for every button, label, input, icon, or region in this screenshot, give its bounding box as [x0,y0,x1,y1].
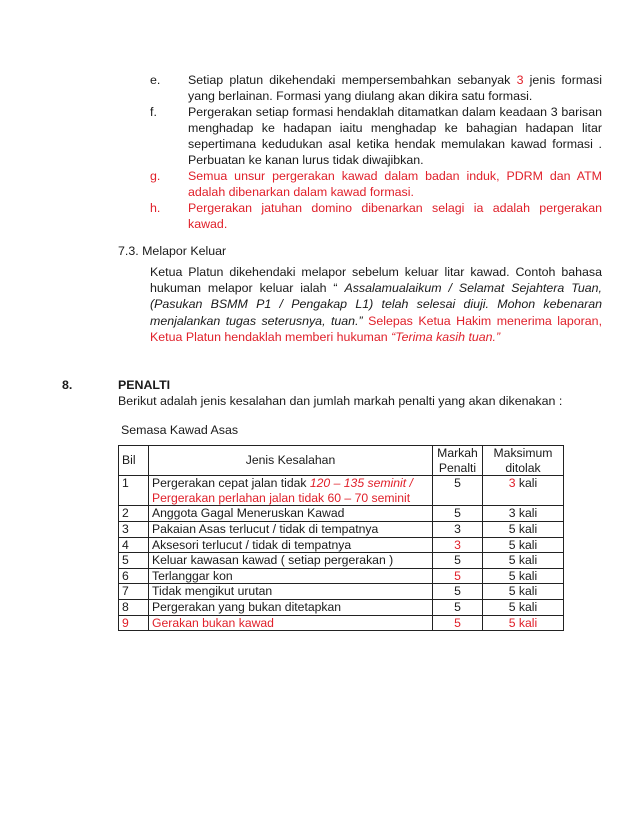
cell-bil: 8 [119,599,149,615]
table-row [119,615,564,631]
table-row [119,584,564,600]
cell-jenis: Pakaian Asas terlucut / tidak di tempatnya [149,521,433,537]
list-marker: g. [150,169,161,183]
section-8-intro: Berikut adalah jenis kesalahan dan jumlah markah penalti yang akan dikenakan : [118,394,563,408]
formation-rules-list [150,72,602,232]
list-item [150,200,602,232]
section-7-3-heading: 7.3. Melapor Keluar [118,244,227,258]
cell-markah: 5 [433,476,483,506]
cell-jenis: Tidak mengikut urutan [149,584,433,600]
table-row [119,599,564,615]
cell-bil: 2 [119,506,149,522]
cell-maksimum: 3 kali [483,476,564,506]
cell-bil: 1 [119,476,149,506]
list-item [150,168,602,200]
table-row [119,521,564,537]
list-text: Pergerakan jatuhan domino dibenarkan selagi ia adalah pergerakan kawad. [188,201,602,231]
list-text: Semua unsur pergerakan kawad dalam badan induk, PDRM dan ATM adalah dibenarkan dalam kawad formasi. [188,169,602,199]
list-marker: f. [150,105,157,119]
cell-maksimum: 5 kali [483,599,564,615]
cell-bil: 9 [119,615,149,631]
cell-maksimum: 5 kali [483,584,564,600]
section-8-title: PENALTI [118,378,171,392]
table-header-row [119,446,564,476]
cell-bil: 4 [119,537,149,553]
cell-maksimum: 3 kali [483,506,564,522]
cell-jenis: Terlanggar kon [149,568,433,584]
cell-maksimum: 5 kali [483,568,564,584]
penalty-table [118,445,564,631]
cell-markah: 5 [433,584,483,600]
table-row [119,553,564,569]
section-7-3-paragraph: Ketua Platun dikehendaki melapor sebelum keluar litar kawad. Contoh bahasa hukuman melapor keluar ialah “ Assalamualaikum / Selamat Sejahtera Tuan, (Pasukan BSMM P1 / Pengakap L1) telah selesai diuji. Mohon kebenaran menjalankan tugas seterusnya, tuan.” Selepas Ketua Hakim menerima laporan, Ketua Platun hendaklah memberi hukuman “Terima kasih tuan.” [150,265,603,344]
cell-jenis: Gerakan bukan kawad [149,615,433,631]
header-maksimum: Maksimum ditolak [483,446,564,476]
list-item [150,72,602,104]
header-jenis: Jenis Kesalahan [149,446,433,476]
section-8-subheading: Semasa Kawad Asas [121,423,239,437]
header-bil: Bil [119,446,149,476]
cell-maksimum: 5 kali [483,615,564,631]
cell-jenis: Anggota Gagal Meneruskan Kawad [149,506,433,522]
cell-markah: 3 [433,521,483,537]
cell-markah: 3 [433,537,483,553]
list-marker: e. [150,73,161,87]
list-marker: h. [150,201,161,215]
table-row [119,568,564,584]
cell-bil: 5 [119,553,149,569]
cell-maksimum: 5 kali [483,521,564,537]
cell-bil: 6 [119,568,149,584]
cell-markah: 5 [433,506,483,522]
cell-bil: 3 [119,521,149,537]
list-text: Setiap platun dikehendaki mempersembahkan sebanyak 3 jenis formasi yang berlainan. Formasi yang diulang akan dikira satu formasi. [188,73,602,103]
cell-jenis: Aksesori terlucut / tidak di tempatnya [149,537,433,553]
table-row [119,476,564,506]
header-markah: Markah Penalti [433,446,483,476]
cell-jenis: Pergerakan yang bukan ditetapkan [149,599,433,615]
cell-jenis: Pergerakan cepat jalan tidak 120 – 135 seminit / Pergerakan perlahan jalan tidak 60 – 70 seminit [149,476,433,506]
cell-markah: 5 [433,615,483,631]
list-item [150,104,602,168]
list-text: Pergerakan setiap formasi hendaklah ditamatkan dalam keadaan 3 barisan menghadap ke hadapan iaitu menghadap ke bahagian hadapan litar sepertimana kedudukan asal ketika hendak memulakan kawad formasi . Perbuatan ke kanan lurus tidak diwajibkan. [188,105,602,167]
section-8-number: 8. [62,378,73,392]
table-row [119,537,564,553]
table-row [119,506,564,522]
cell-markah: 5 [433,568,483,584]
cell-maksimum: 5 kali [483,537,564,553]
cell-maksimum: 5 kali [483,553,564,569]
cell-bil: 7 [119,584,149,600]
cell-jenis: Keluar kawasan kawad ( setiap pergerakan ) [149,553,433,569]
cell-markah: 5 [433,599,483,615]
cell-markah: 5 [433,553,483,569]
